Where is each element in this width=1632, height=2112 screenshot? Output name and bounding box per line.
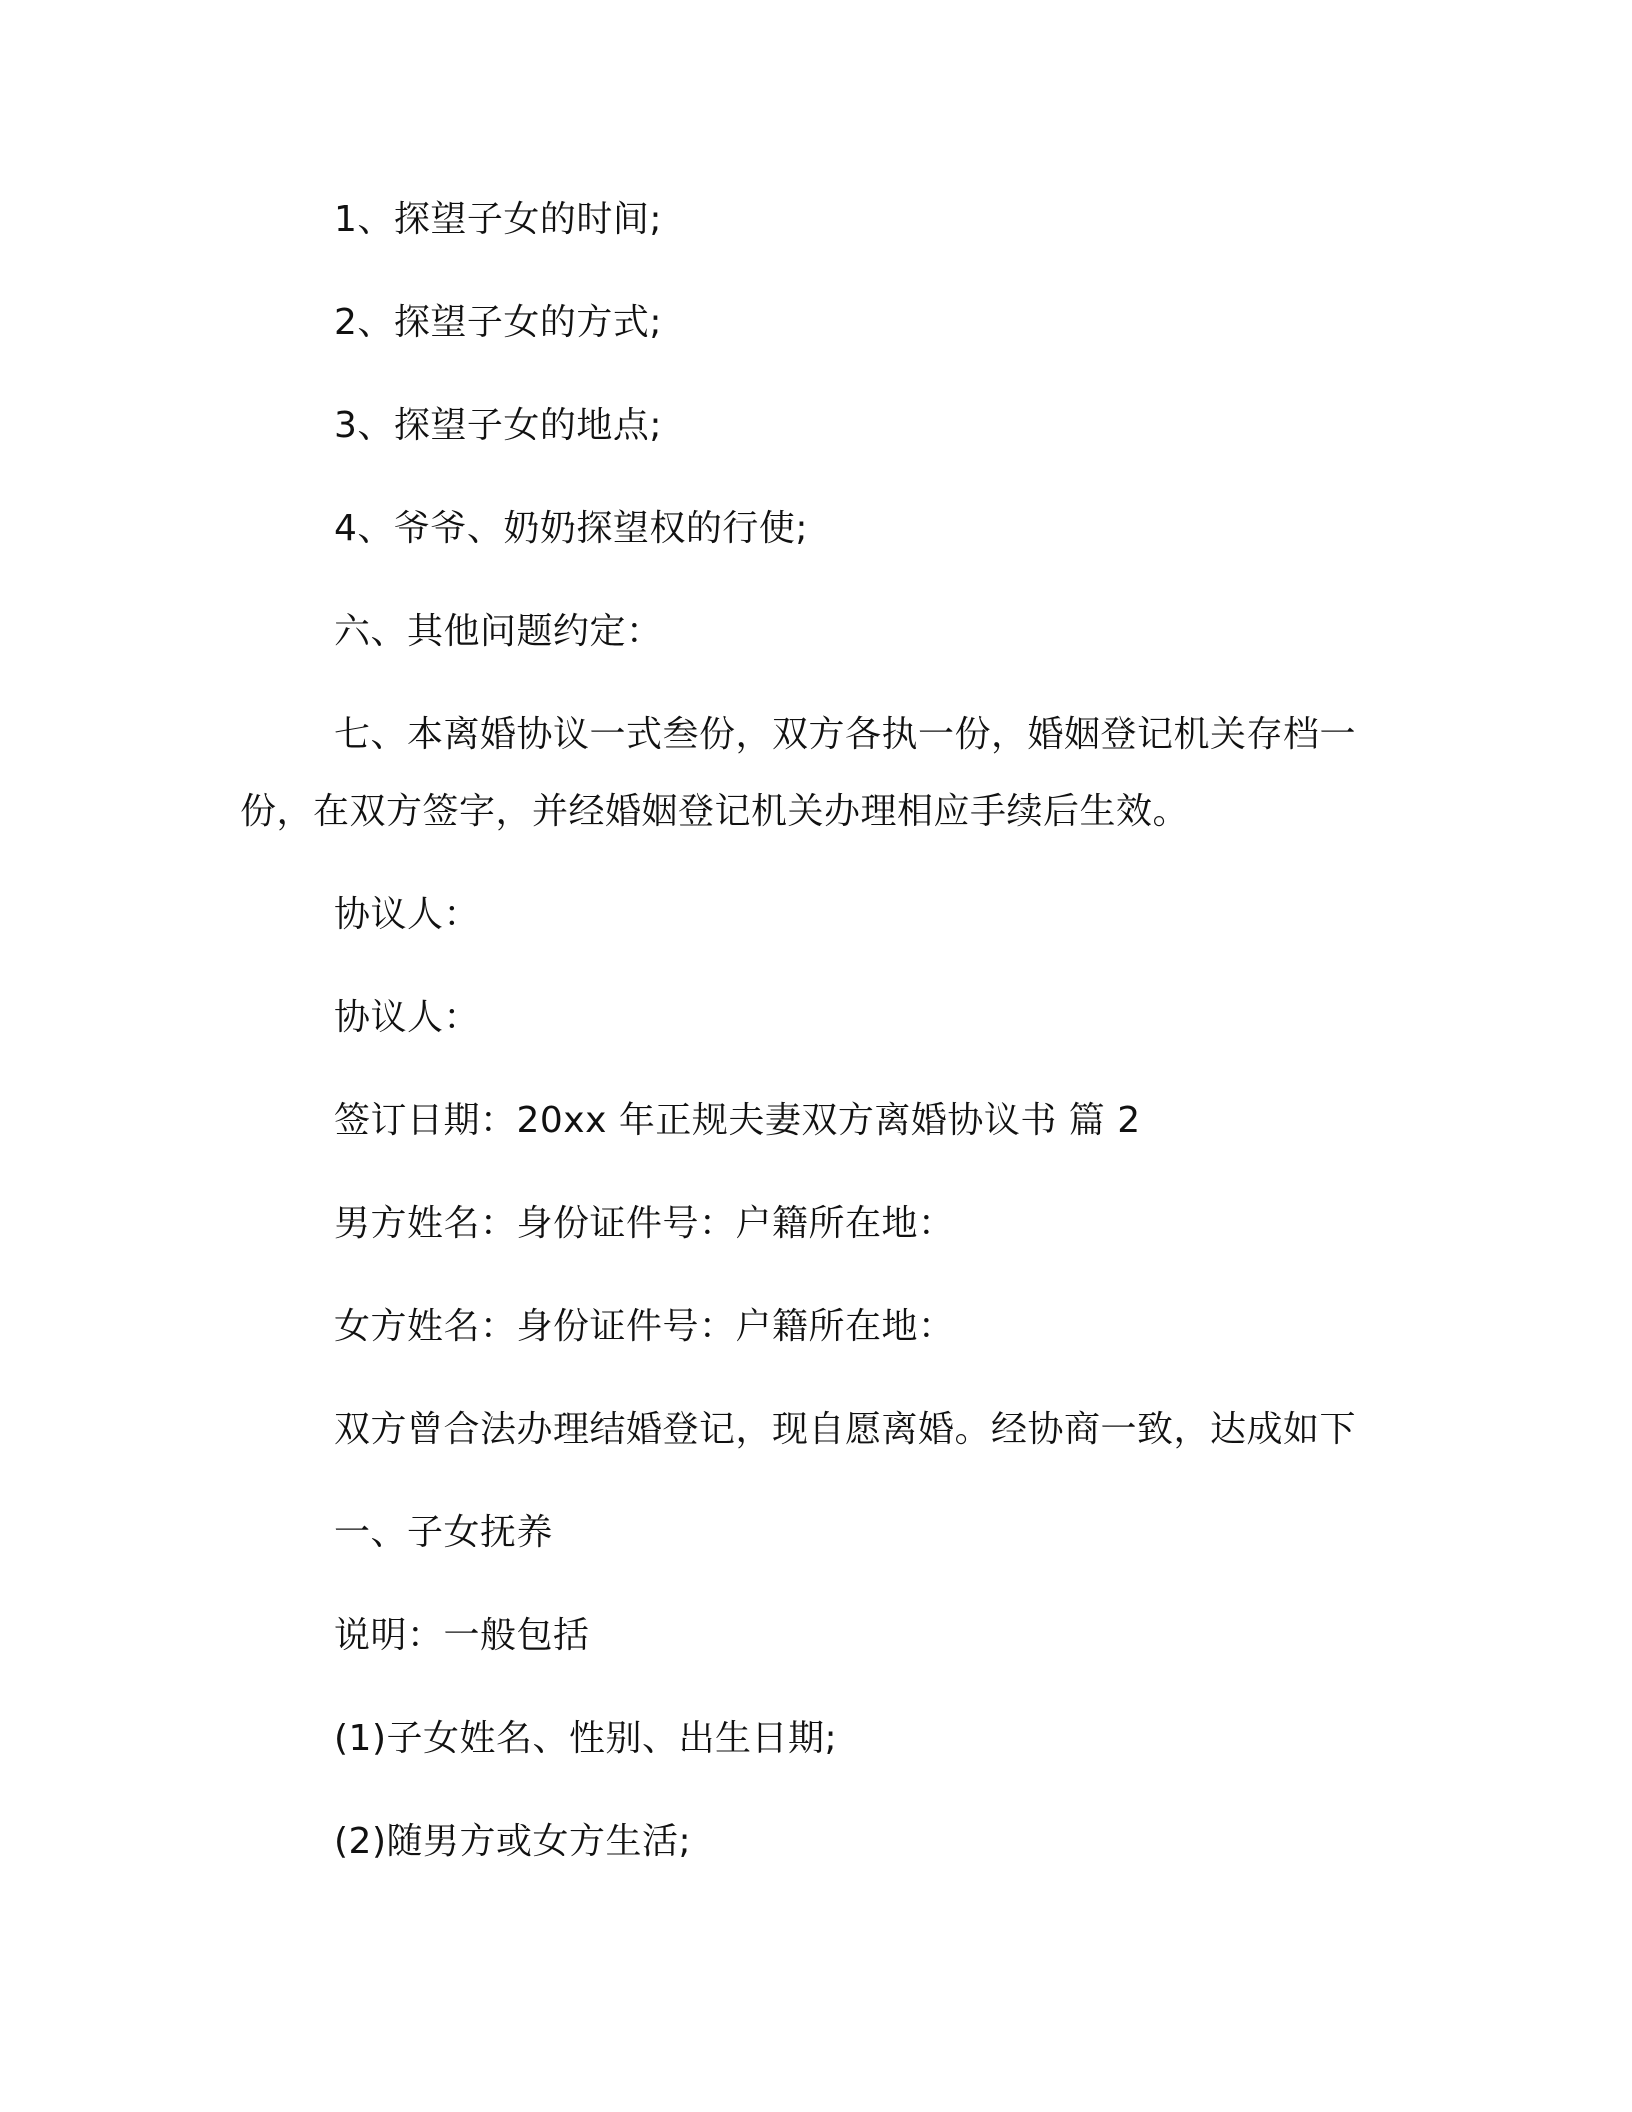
signing-date: 签订日期：20xx 年正规夫妻双方离婚协议书 篇 2 bbox=[334, 1100, 1141, 1141]
paragraph-line: 份，在双方签字，并经婚姻登记机关办理相应手续后生效。 bbox=[240, 791, 1190, 832]
section-heading: 六、其他问题约定： bbox=[334, 611, 663, 652]
signatory-label: 协议人： bbox=[334, 997, 481, 1038]
text-line: 男方姓名：身份证件号：户籍所在地： bbox=[334, 1203, 955, 1244]
text-line: 女方姓名：身份证件号：户籍所在地： bbox=[334, 1306, 955, 1347]
paragraph-line: 七、本离婚协议一式叁份，双方各执一份，婚姻登记机关存档一 bbox=[334, 714, 1357, 755]
text-line: 2、探望子女的方式; bbox=[334, 302, 663, 343]
paragraph-line: 双方曾合法办理结婚登记，现自愿离婚。经协商一致，达成如下 bbox=[334, 1409, 1357, 1450]
text-line: 说明：一般包括 bbox=[334, 1615, 590, 1656]
signatory-label: 协议人： bbox=[334, 894, 481, 935]
text-line: 3、探望子女的地点; bbox=[334, 405, 663, 446]
list-item: (2)随男方或女方生活; bbox=[334, 1821, 692, 1862]
text-line: 1、探望子女的时间; bbox=[334, 199, 663, 240]
list-item: (1)子女姓名、性别、出生日期; bbox=[334, 1718, 838, 1759]
text-line: 4、爷爷、奶奶探望权的行使; bbox=[334, 508, 809, 549]
section-heading: 一、子女抚养 bbox=[334, 1512, 554, 1553]
